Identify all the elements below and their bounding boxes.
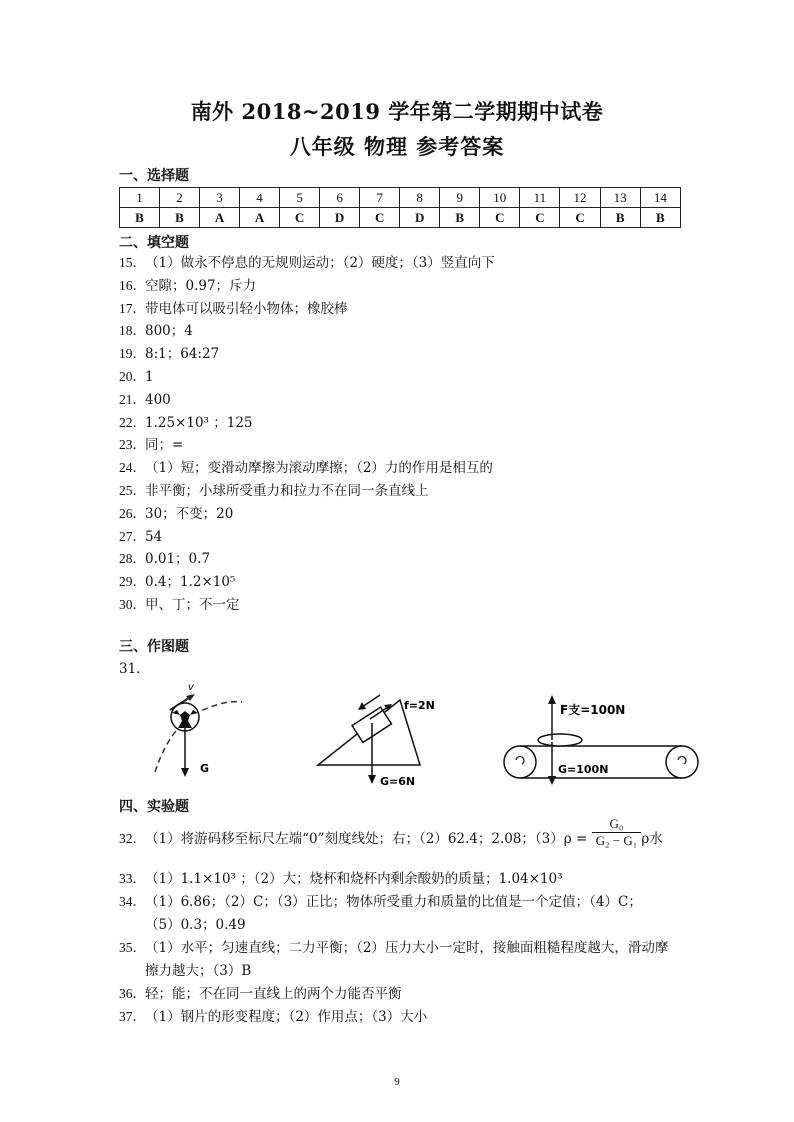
answer-cell: B: [440, 208, 480, 228]
section-heading-fill: 二、填空题: [119, 235, 189, 251]
question-number-cell: 8: [400, 188, 440, 208]
answer-32: [119, 816, 663, 849]
fill-answer-line: [119, 391, 171, 409]
answer-text: 1: [145, 369, 154, 385]
answer-text: 800；4: [145, 323, 193, 340]
gravity-arrowhead: [548, 776, 556, 785]
answer-number: 25．: [119, 483, 146, 498]
answer-number: 19．: [119, 346, 146, 362]
answer-cell: B: [120, 208, 160, 228]
conveyor-diagram: [500, 690, 700, 790]
answer-text: 0.01；0.7: [145, 551, 211, 568]
answer-text: （1）短；变滑动摩擦为滚动摩擦；（2）力的作用是相互的: [145, 460, 493, 477]
fill-answer-line: [119, 596, 240, 614]
document-subtitle: 八年级 物理 参考答案: [289, 134, 505, 159]
table-row-answers: [120, 208, 681, 228]
question-number-cell: 11: [520, 188, 560, 208]
answer-text: （1）6.86；（2）C；（3）正比；物体所受重力和质量的比值是一个定值；（4）C；: [145, 894, 642, 910]
answer-text: （1）做永不停息的无规则运动；（2）硬度；（3）竖直向下: [145, 255, 495, 271]
answer-text: 8:1；64:27: [145, 346, 220, 363]
answer-text: 0.4；1.2×10⁵: [145, 574, 236, 591]
answer-number: 21．: [119, 391, 146, 407]
answer-cell: A: [200, 208, 240, 228]
gravity-arrowhead: [368, 775, 376, 784]
answer-cell: B: [600, 208, 640, 228]
answer-33: [119, 870, 563, 888]
question-number-cell: 7: [360, 188, 400, 208]
answer-cell: C: [280, 208, 320, 228]
fill-answer-line: [119, 300, 348, 318]
fill-answer-line: [119, 528, 162, 546]
answer-34-continued: （5）0.3；0.49: [145, 917, 246, 933]
gravity-label: G=100N: [558, 763, 609, 776]
answer-number: 26．: [119, 505, 146, 521]
incline-diagram: [310, 685, 460, 790]
answer-text: （1）钢片的形变程度；（2）作用点；（3）大小: [145, 1009, 428, 1025]
answer-text: （1）1.1×10³ ；（2）大；烧杯和烧杯内剩余酸奶的质量；1.04×10³: [145, 871, 563, 887]
question-number-cell: 3: [200, 188, 240, 208]
answer-cell: D: [320, 208, 360, 228]
fill-answer-line: [119, 277, 256, 295]
object-on-belt: [538, 734, 582, 746]
page-number: 9: [394, 1076, 400, 1088]
answer-37: [119, 1008, 427, 1026]
question-31-number: 31．: [119, 661, 150, 677]
answer-number: 32．: [119, 831, 146, 846]
answer-text: （1）水平；匀速直线；二力平衡；（2）压力大小一定时，接触面粗糙程度越大，滑动摩: [145, 940, 669, 956]
answer-text: 带电体可以吸引轻小物体；橡胶棒: [145, 300, 348, 317]
answer-text: （1）将游码移至标尺左端“0”刻度线处；右；（2）62.4；2.08；（3）ρ =: [145, 831, 588, 847]
table-row-numbers: [120, 188, 681, 208]
answer-36: [119, 985, 402, 1003]
answer-number: 16．: [119, 277, 146, 293]
answer-34: [119, 893, 642, 911]
fraction-denominator: G₂ − G₁: [595, 833, 638, 848]
question-number-cell: 5: [280, 188, 320, 208]
friction-label: f=2N: [404, 699, 435, 712]
answer-number: 15．: [119, 255, 146, 270]
answer-number: 37．: [119, 1009, 146, 1024]
answer-number: 27．: [119, 528, 146, 544]
answer-cell: D: [400, 208, 440, 228]
answer-number: 24．: [119, 460, 146, 476]
question-number-cell: 2: [160, 188, 200, 208]
answer-text: 54: [145, 528, 163, 545]
answer-number: 20．: [119, 369, 146, 384]
support-force-arrowhead: [548, 695, 556, 704]
question-number-cell: 10: [480, 188, 520, 208]
answer-number: 35．: [119, 940, 146, 955]
question-number-cell: 13: [600, 188, 640, 208]
question-number-cell: 1: [120, 188, 160, 208]
fill-answer-line: [119, 322, 193, 340]
density-water-symbol: ρ水: [641, 831, 663, 847]
fill-answer-line: [119, 550, 210, 568]
ball-diagram: [150, 680, 250, 780]
friction-arrow: [362, 695, 380, 707]
answer-number: 17．: [119, 300, 146, 316]
answer-text: 1.25×10³ ；125: [145, 414, 253, 431]
answer-cell: C: [520, 208, 560, 228]
answer-number: 18．: [119, 323, 146, 339]
answer-cell: A: [240, 208, 280, 228]
density-fraction: [592, 816, 642, 849]
answer-number: 33．: [119, 871, 146, 886]
answer-cell: B: [640, 208, 680, 228]
fill-answer-line: [119, 573, 235, 591]
gravity-label: G: [200, 762, 210, 775]
answer-number: 22．: [119, 414, 146, 430]
fraction-numerator: G₀: [592, 816, 642, 833]
answer-35-continued: 擦力越大；（3）B: [145, 963, 252, 979]
velocity-label: v: [188, 682, 194, 693]
answer-number: 34．: [119, 894, 146, 909]
document-title: 南外 2018~2019 学年第二学期期中试卷: [190, 99, 604, 124]
answer-number: 29．: [119, 574, 146, 590]
answer-text: 非平衡；小球所受重力和拉力不在同一条直线上: [145, 483, 429, 499]
fill-answer-line: [119, 414, 253, 432]
fill-answer-line: [119, 345, 219, 363]
answer-number: 30．: [119, 597, 146, 612]
answer-cell: C: [560, 208, 600, 228]
answer-cell: C: [360, 208, 400, 228]
left-pulley: [504, 746, 536, 778]
question-number-cell: 12: [560, 188, 600, 208]
answer-number: 23．: [119, 437, 146, 453]
answer-number: 28．: [119, 551, 146, 567]
fill-answer-line: [119, 436, 183, 454]
fill-answer-line: [119, 482, 429, 500]
question-number-cell: 4: [240, 188, 280, 208]
question-number-cell: 9: [440, 188, 480, 208]
gravity-label: G=6N: [380, 775, 416, 788]
answer-text: 空隙；0.97；斥力: [145, 277, 257, 294]
section-heading-experiment: 四、实验题: [119, 799, 189, 815]
answer-cell: C: [480, 208, 520, 228]
answer-35: [119, 939, 668, 957]
answer-number: 36．: [119, 986, 146, 1001]
right-pulley: [666, 746, 698, 778]
answer-text: 甲、丁；不一定: [145, 597, 240, 613]
section-heading-choice: 一、选择题: [119, 168, 189, 184]
answer-text: 400: [145, 391, 171, 408]
gravity-arrowhead: [181, 768, 189, 777]
answer-text: 30；不变；20: [145, 505, 234, 522]
fill-answer-line: [119, 368, 154, 386]
fill-answer-line: [119, 254, 495, 272]
support-force-label: F支=100N: [560, 703, 626, 717]
question-number-cell: 14: [640, 188, 680, 208]
choice-answer-table: [119, 187, 681, 228]
section-heading-drawing: 三、作图题: [119, 639, 189, 655]
answer-text: 同；=: [145, 437, 184, 454]
question-number-cell: 6: [320, 188, 360, 208]
fill-answer-line: [119, 459, 493, 477]
answer-text: 轻；能；不在同一直线上的两个力能否平衡: [145, 986, 402, 1002]
answer-cell: B: [160, 208, 200, 228]
fill-answer-line: [119, 505, 233, 523]
